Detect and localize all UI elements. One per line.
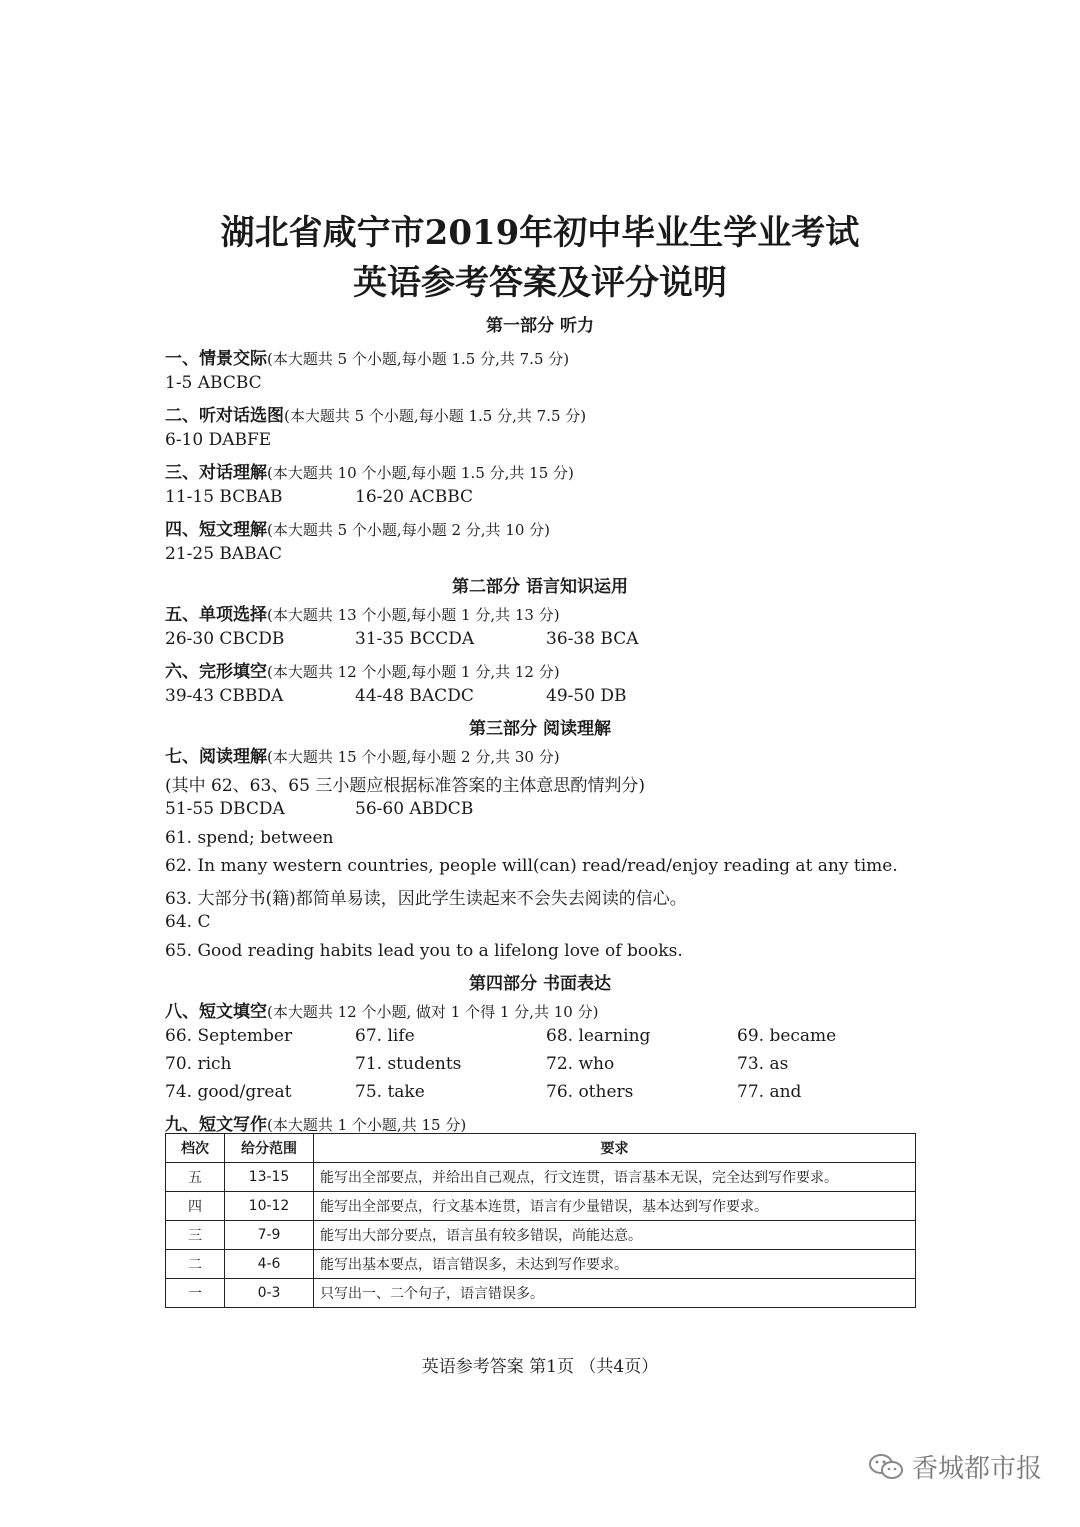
- table-cell: 二: [166, 1250, 225, 1279]
- q3-note: (本大题共 10 个小题,每小题 1.5 分,共 15 分): [267, 464, 574, 482]
- q8-answer: 74. good/great: [165, 1082, 292, 1102]
- q4-title: 四、短文理解: [165, 520, 267, 540]
- part1-heading: 第一部分 听力: [486, 316, 594, 336]
- q6-header: [165, 657, 560, 682]
- table-row: [166, 1163, 916, 1192]
- q3-answer-2: 16-20 ACBBC: [355, 487, 474, 507]
- q4-header: [165, 515, 550, 540]
- q8-answer: 73. as: [737, 1054, 789, 1074]
- q4-answer: 21-25 BABAC: [165, 544, 282, 564]
- q7-answer-1: 51-55 DBCDA: [165, 799, 285, 819]
- scoring-table: [165, 1133, 916, 1308]
- table-cell: 一: [166, 1279, 225, 1308]
- q1-note: (本大题共 5 个小题,每小题 1.5 分,共 7.5 分): [267, 350, 570, 368]
- column-header: 要求: [314, 1134, 916, 1163]
- table-cell: 三: [166, 1221, 225, 1250]
- q9-note: (本大题共 1 个小题,共 15 分): [267, 1116, 467, 1134]
- table-cell: 4-6: [225, 1250, 314, 1279]
- q7-header: [165, 742, 560, 767]
- column-header: 档次: [166, 1134, 225, 1163]
- q8-answer: 69. became: [737, 1026, 837, 1046]
- q2-note: (本大题共 5 个小题,每小题 1.5 分,共 7.5 分): [284, 407, 587, 425]
- table-cell: 13-15: [225, 1163, 314, 1192]
- q9-title: 九、短文写作: [165, 1115, 267, 1135]
- title-line-2: 英语参考答案及评分说明: [353, 263, 727, 303]
- q8-answer: 75. take: [355, 1082, 425, 1102]
- q5-header: [165, 600, 560, 625]
- table-row: [166, 1192, 916, 1221]
- answer-65: 65. Good reading habits lead you to a lifelong love of books.: [165, 941, 683, 961]
- table-cell: 能写出全部要点，行文基本连贯，语言有少量错误，基本达到写作要求。: [314, 1192, 916, 1221]
- part4-heading: 第四部分 书面表达: [469, 974, 611, 994]
- q8-header: [165, 997, 598, 1022]
- q8-answer: 70. rich: [165, 1054, 232, 1074]
- table-cell: 能写出全部要点，并给出自己观点，行文连贯，语言基本无误，完全达到写作要求。: [314, 1163, 916, 1192]
- q2-header: [165, 401, 586, 426]
- table-cell: 能写出基本要点，语言错误多，未达到写作要求。: [314, 1250, 916, 1279]
- q8-answer: 71. students: [355, 1054, 462, 1074]
- q8-answer: 77. and: [737, 1082, 802, 1102]
- q5-answer-2: 31-35 BCCDA: [355, 629, 475, 649]
- table-cell: 10-12: [225, 1192, 314, 1221]
- table-cell: 五: [166, 1163, 225, 1192]
- q8-answer: 76. others: [546, 1082, 634, 1102]
- q3-title: 三、对话理解: [165, 463, 267, 483]
- q5-note: (本大题共 13 个小题,每小题 1 分,共 13 分): [267, 606, 560, 624]
- page-footer: 英语参考答案 第1页 （共4页）: [421, 1357, 659, 1377]
- table-row: [166, 1250, 916, 1279]
- answer-64: 64. C: [165, 912, 211, 932]
- q8-answer: 68. learning: [546, 1026, 651, 1046]
- watermark-text: 香城都市报: [912, 1454, 1043, 1484]
- table-cell: 只写出一、二个句子，语言错误多。: [314, 1279, 916, 1308]
- column-header: 给分范围: [225, 1134, 314, 1163]
- q6-answer-3: 49-50 DB: [546, 686, 627, 706]
- watermark: [868, 1448, 1042, 1485]
- table-cell: 7-9: [225, 1221, 314, 1250]
- q7-answer-2: 56-60 ABDCB: [355, 799, 474, 819]
- q6-note: (本大题共 12 个小题,每小题 1 分,共 12 分): [267, 663, 560, 681]
- q1-header: [165, 344, 569, 369]
- q6-answer-2: 44-48 BACDC: [355, 686, 474, 706]
- q8-answer: 67. life: [355, 1026, 415, 1046]
- q5-title: 五、单项选择: [165, 605, 267, 625]
- table-cell: 0-3: [225, 1279, 314, 1308]
- q7-sub-note: (其中 62、63、65 三小题应根据标准答案的主体意思酌情判分): [165, 776, 645, 796]
- wechat-icon: [868, 1452, 904, 1482]
- q3-header: [165, 458, 574, 483]
- part2-heading: 第二部分 语言知识运用: [452, 577, 628, 597]
- q1-title: 一、情景交际: [165, 349, 267, 369]
- answer-63: 63. 大部分书(籍)都简单易读，因此学生读起来不会失去阅读的信心。: [165, 889, 687, 909]
- q5-answer-3: 36-38 BCA: [546, 629, 639, 649]
- answer-61: 61. spend; between: [165, 828, 334, 848]
- q2-answer: 6-10 DABFE: [165, 430, 272, 450]
- q3-answer-1: 11-15 BCBAB: [165, 487, 283, 507]
- q8-answer: 72. who: [546, 1054, 615, 1074]
- q7-note: (本大题共 15 个小题,每小题 2 分,共 30 分): [267, 748, 560, 766]
- part3-heading: 第三部分 阅读理解: [469, 719, 611, 739]
- table-row: [166, 1221, 916, 1250]
- title-line-1: 湖北省咸宁市2019年初中毕业生学业考试: [220, 213, 860, 253]
- q9-header: [165, 1110, 466, 1135]
- table-cell: 能写出大部分要点，语言虽有较多错误，尚能达意。: [314, 1221, 916, 1250]
- table-row: [166, 1279, 916, 1308]
- q8-answer: 66. September: [165, 1026, 293, 1046]
- q1-answer: 1-5 ABCBC: [165, 373, 262, 393]
- q5-answer-1: 26-30 CBCDB: [165, 629, 285, 649]
- q4-note: (本大题共 5 个小题,每小题 2 分,共 10 分): [267, 521, 551, 539]
- q8-note: (本大题共 12 个小题, 做对 1 个得 1 分,共 10 分): [267, 1003, 599, 1021]
- q6-title: 六、完形填空: [165, 662, 267, 682]
- q8-title: 八、短文填空: [165, 1002, 267, 1022]
- table-cell: 四: [166, 1192, 225, 1221]
- q2-title: 二、听对话选图: [165, 406, 284, 426]
- answer-62: 62. In many western countries, people will(can) read/read/enjoy reading at any time.: [165, 856, 898, 876]
- q6-answer-1: 39-43 CBBDA: [165, 686, 284, 706]
- table-header-row: [166, 1134, 916, 1163]
- q7-title: 七、阅读理解: [165, 747, 267, 767]
